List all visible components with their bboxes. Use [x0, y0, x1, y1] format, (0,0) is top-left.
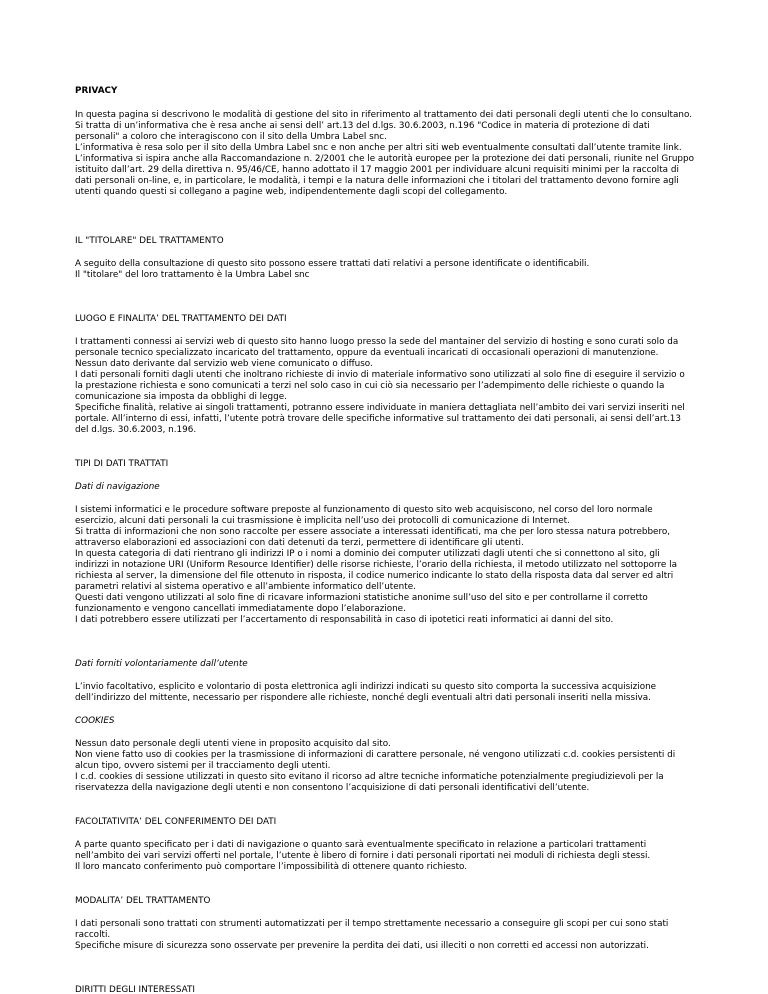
cookies-section — [75, 716, 695, 794]
section-paragraph: In questa categoria di dati rientrano gli indirizzi IP o i nomi a dominio dei computer utilizzati dagli utenti che si connettono al sito, gli indirizzi in notazione URI (Uniform Resource Identifier) delle risorse richieste, l’orario della richiesta, il metodo utilizzato nel sottoporre la richiesta al server, la dimensione del file ottenuto in risposta, il codice numerico indicante lo stato della risposta data dal server ed altri parametri relativi al sistema operativo e all’ambiente informatico dell’utente. — [75, 549, 677, 592]
section-paragraph: L’invio facoltativo, esplicito e volontario di posta elettronica agli indirizzi indicati su questo sito comporta la successiva acquisizione dell’indirizzo del mittente, necessario per rispondere alle richieste, nonché degli eventuali altri dati personali inseriti nella missiva. — [75, 682, 657, 703]
diritti-section — [75, 985, 695, 994]
section-heading: MODALITA’ DEL TRATTAMENTO — [75, 896, 211, 906]
subsection-heading: Dati di navigazione — [75, 482, 160, 492]
section-paragraph: Si tratta di informazioni che non sono raccolte per essere associate a interessati identificati, ma che per loro stessa natura potrebbero, attraverso elaborazioni ed associazioni con dati detenuti da terzi, permettere di identificare gli utenti. — [75, 527, 671, 548]
luogo-section — [75, 314, 695, 436]
section-paragraph: I dati personali forniti dagli utenti che inoltrano richieste di invio di materiale informativo sono utilizzati al solo fine di eseguire il servizio o la prestazione richiesta e sono comunicati a terzi nel solo caso in cui ciò sia necessario per l’adempimento delle richieste o quando la comunicazione sia imposta da obblighi di legge. — [75, 370, 685, 402]
section-paragraph: Specifiche misure di sicurezza sono osservate per prevenire la perdita dei dati, usi illeciti o non corretti ed accessi non autorizzati. — [75, 941, 649, 951]
section-paragraph: I sistemi informatici e le procedure software preposte al funzionamento di questo sito web acquisiscono, nel corso del loro normale esercizio, alcuni dati personali la cui trasmissione è implicita nell’uso dei protocolli di comunicazione di Internet. — [75, 505, 653, 526]
intro-paragraph: L’informativa si ispira anche alla Raccomandazione n. 2/2001 che le autorità europee per la protezione dei dati personali, riunite nel Gruppo istituito dall’art. 29 della direttiva n. 95/46/CE, hanno adottato il 17 maggio 2001 per individuare alcuni requisiti minimi per la raccolta di dati personali on-line, e, in particolare, le modalità, i tempi e la natura delle informazioni che i titolari del trattamento devono fornire agli utenti quando questi si collegano a pagine web, indipendentemente dagli scopi del collegamento. — [75, 154, 694, 197]
modalita-section — [75, 896, 695, 952]
section-paragraph: I dati potrebbero essere utilizzati per l’accertamento di responsabilità in caso di ipotetici reati informatici ai danni del sito. — [75, 615, 614, 625]
intro-paragraph: In questa pagina si descrivono le modalità di gestione del sito in riferimento al trattamento dei dati personali degli utenti che lo consultano. — [75, 110, 692, 120]
intro-paragraph: L’informativa è resa solo per il sito della Umbra Label snc e non anche per altri siti web eventualmente consultati dall’utente tramite link. — [75, 143, 682, 153]
document-body — [75, 86, 695, 994]
page-title: PRIVACY — [75, 86, 118, 96]
section-paragraph: Specifiche finalità, relative ai singoli trattamenti, potranno essere individuate in maniera dettagliata nell’ambito dei vari servizi inseriti nel portale. All’interno di essi, infatti, l’utente potrà trovare delle specifiche informative sul trattamento dei dati personali, ai sensi dell’art.13 del d.lgs. 30.6.2003, n.196. — [75, 403, 685, 435]
section-paragraph: Questi dati vengono utilizzati al solo fine di ricavare informazioni statistiche anonime sull’uso del sito e per controllarne il corretto funzionamento e vengono cancellati immediatamente dopo l’elaborazione. — [75, 593, 648, 614]
section-heading: DIRITTI DEGLI INTERESSATI — [75, 985, 195, 994]
section-paragraph: Nessun dato derivante dal servizio web viene comunicato o diffuso. — [75, 359, 373, 369]
intro-section — [75, 110, 695, 198]
section-heading: COOKIES — [75, 716, 115, 726]
section-heading: FACOLTATIVITA’ DEL CONFERIMENTO DEI DATI — [75, 817, 277, 827]
section-heading: IL "TITOLARE" DEL TRATTAMENTO — [75, 236, 224, 246]
section-paragraph: Nessun dato personale degli utenti viene in proposito acquisito dal sito. — [75, 739, 391, 749]
subsection-heading: Dati forniti volontariamente dall’utente — [75, 659, 248, 669]
titolare-section — [75, 236, 695, 281]
section-heading: LUOGO E FINALITA’ DEL TRATTAMENTO DEI DATI — [75, 314, 287, 324]
tipi-section — [75, 459, 695, 704]
section-paragraph: A parte quanto specificato per i dati di navigazione o quanto sarà eventualmente specificato in relazione a particolari trattamenti nell’ambito dei vari servizi offerti nel portale, l’utente è libero di fornire i dati personali riportati nei moduli di richiesta degli stessi. — [75, 840, 651, 861]
section-paragraph: I dati personali sono trattati con strumenti automatizzati per il tempo strettamente necessario a conseguire gli scopi per cui sono stati raccolti. — [75, 919, 669, 940]
section-paragraph: I trattamenti connessi ai servizi web di questo sito hanno luogo presso la sede del mantainer del servizio di hosting e sono curati solo da personale tecnico specializzato incaricato del trattamento, oppure da eventuali incaricati di occasionali operazioni di manutenzione. — [75, 337, 679, 358]
intro-paragraph: Si tratta di un’informativa che è resa anche ai sensi dell’ art.13 del d.lgs. 30.6.2003, n.196 "Codice in materia di protezione di dati personali" a coloro che interagiscono con il sito della Umbra Label snc. — [75, 121, 650, 142]
section-heading: TIPI DI DATI TRATTATI — [75, 459, 169, 469]
section-paragraph: Il "titolare" del loro trattamento è la Umbra Label snc — [75, 270, 310, 280]
section-paragraph: I c.d. cookies di sessione utilizzati in questo sito evitano il ricorso ad altre tecniche informatiche potenzialmente pregiudizievoli per la riservatezza della navigazione degli utenti e non consentono l’acquisizione di dati personali identificativi dell’utente. — [75, 772, 664, 793]
section-paragraph: Non viene fatto uso di cookies per la trasmissione di informazioni di carattere personale, né vengono utilizzati c.d. cookies persistenti di alcun tipo, ovvero sistemi per il tracciamento degli utenti. — [75, 750, 676, 771]
section-paragraph: Il loro mancato conferimento può comportare l’impossibilità di ottenere quanto richiesto. — [75, 862, 468, 872]
section-paragraph: A seguito della consultazione di questo sito possono essere trattati dati relativi a persone identificate o identificabili. — [75, 259, 590, 269]
facoltativita-section — [75, 817, 695, 873]
